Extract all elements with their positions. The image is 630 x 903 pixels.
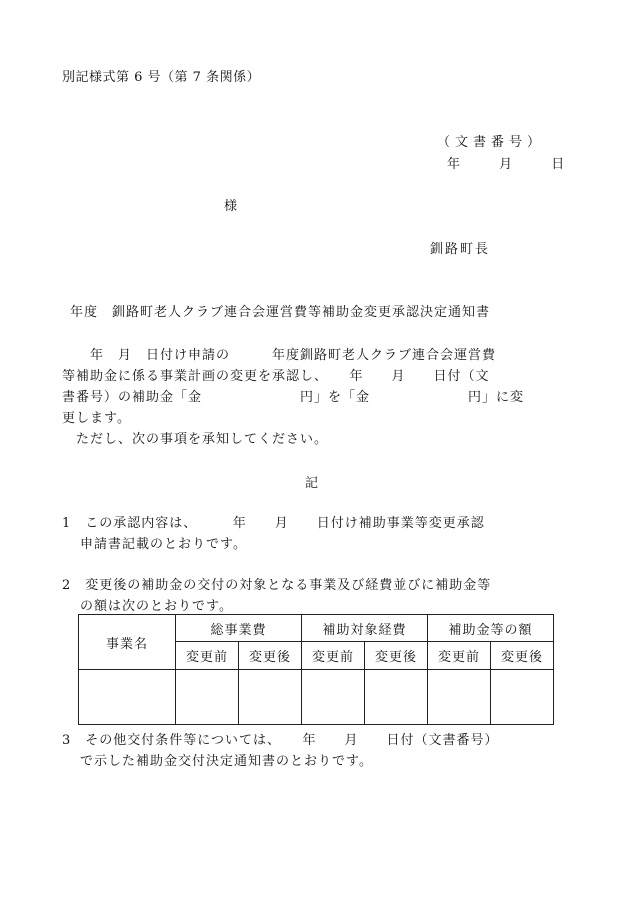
- item-3-line: 3 その他交付条件等については、 年 月 日付（文書番号）: [62, 733, 499, 748]
- item-2-line: の額は次のとおりです。: [80, 599, 233, 614]
- body-line: ただし、次の事項を承知してください。: [62, 432, 329, 447]
- item-1-line: 1 この承認内容は、 年 月 日付け補助事業等変更承認: [62, 516, 485, 531]
- col-eligible-cost: 補助対象経費: [302, 615, 428, 642]
- table-header-row: [79, 615, 554, 642]
- item-1: [62, 513, 562, 555]
- date-day: 日: [551, 157, 565, 172]
- issue-date: [447, 153, 564, 172]
- table-cell: [428, 670, 491, 725]
- body-paragraph: [62, 345, 562, 450]
- col-business-name: 事業名: [79, 615, 176, 670]
- date-month: 月: [499, 157, 513, 172]
- table-cell: [239, 670, 302, 725]
- item-2: [62, 575, 562, 617]
- item-3: [62, 730, 562, 772]
- document-title: 年度 釧路町老人クラブ連合会運営費等補助金変更承認決定通知書: [70, 305, 491, 320]
- col-grant-amount: 補助金等の額: [428, 615, 554, 642]
- body-line: 年 月 日付け申請の 年度釧路町老人クラブ連合会運営費: [62, 348, 497, 363]
- item-1-line: 申請書記載のとおりです。: [80, 537, 247, 552]
- col-before: 変更前: [302, 642, 365, 670]
- table-cell: [365, 670, 428, 725]
- ki-heading: 記: [305, 476, 319, 491]
- table-row: [79, 670, 554, 725]
- table-cell: [79, 670, 176, 725]
- date-year: 年: [447, 157, 461, 172]
- col-total-cost: 総事業費: [176, 615, 302, 642]
- table-cell: [491, 670, 554, 725]
- col-after: 変更後: [491, 642, 554, 670]
- col-before: 変更前: [428, 642, 491, 670]
- body-line: 書番号）の補助金「金 円」を「金 円」に変: [62, 390, 525, 405]
- grant-table: [78, 614, 554, 725]
- form-label: 別記様式第 6 号（第 7 条関係）: [62, 70, 261, 85]
- sender: 釧路町長: [430, 242, 491, 257]
- col-after: 変更後: [365, 642, 428, 670]
- addressee: 様: [224, 199, 238, 214]
- body-line: 等補助金に係る事業計画の変更を承認し、 年 月 日付（文: [62, 369, 490, 384]
- col-before: 変更前: [176, 642, 239, 670]
- table-cell: [176, 670, 239, 725]
- item-2-line: 2 変更後の補助金の交付の対象となる事業及び経費並びに補助金等: [62, 578, 492, 593]
- table-cell: [302, 670, 365, 725]
- document-number: （文書番号）: [437, 135, 546, 150]
- col-after: 変更後: [239, 642, 302, 670]
- body-line: 更します。: [62, 411, 131, 426]
- item-3-line: で示した補助金交付決定通知書のとおりです。: [80, 754, 373, 769]
